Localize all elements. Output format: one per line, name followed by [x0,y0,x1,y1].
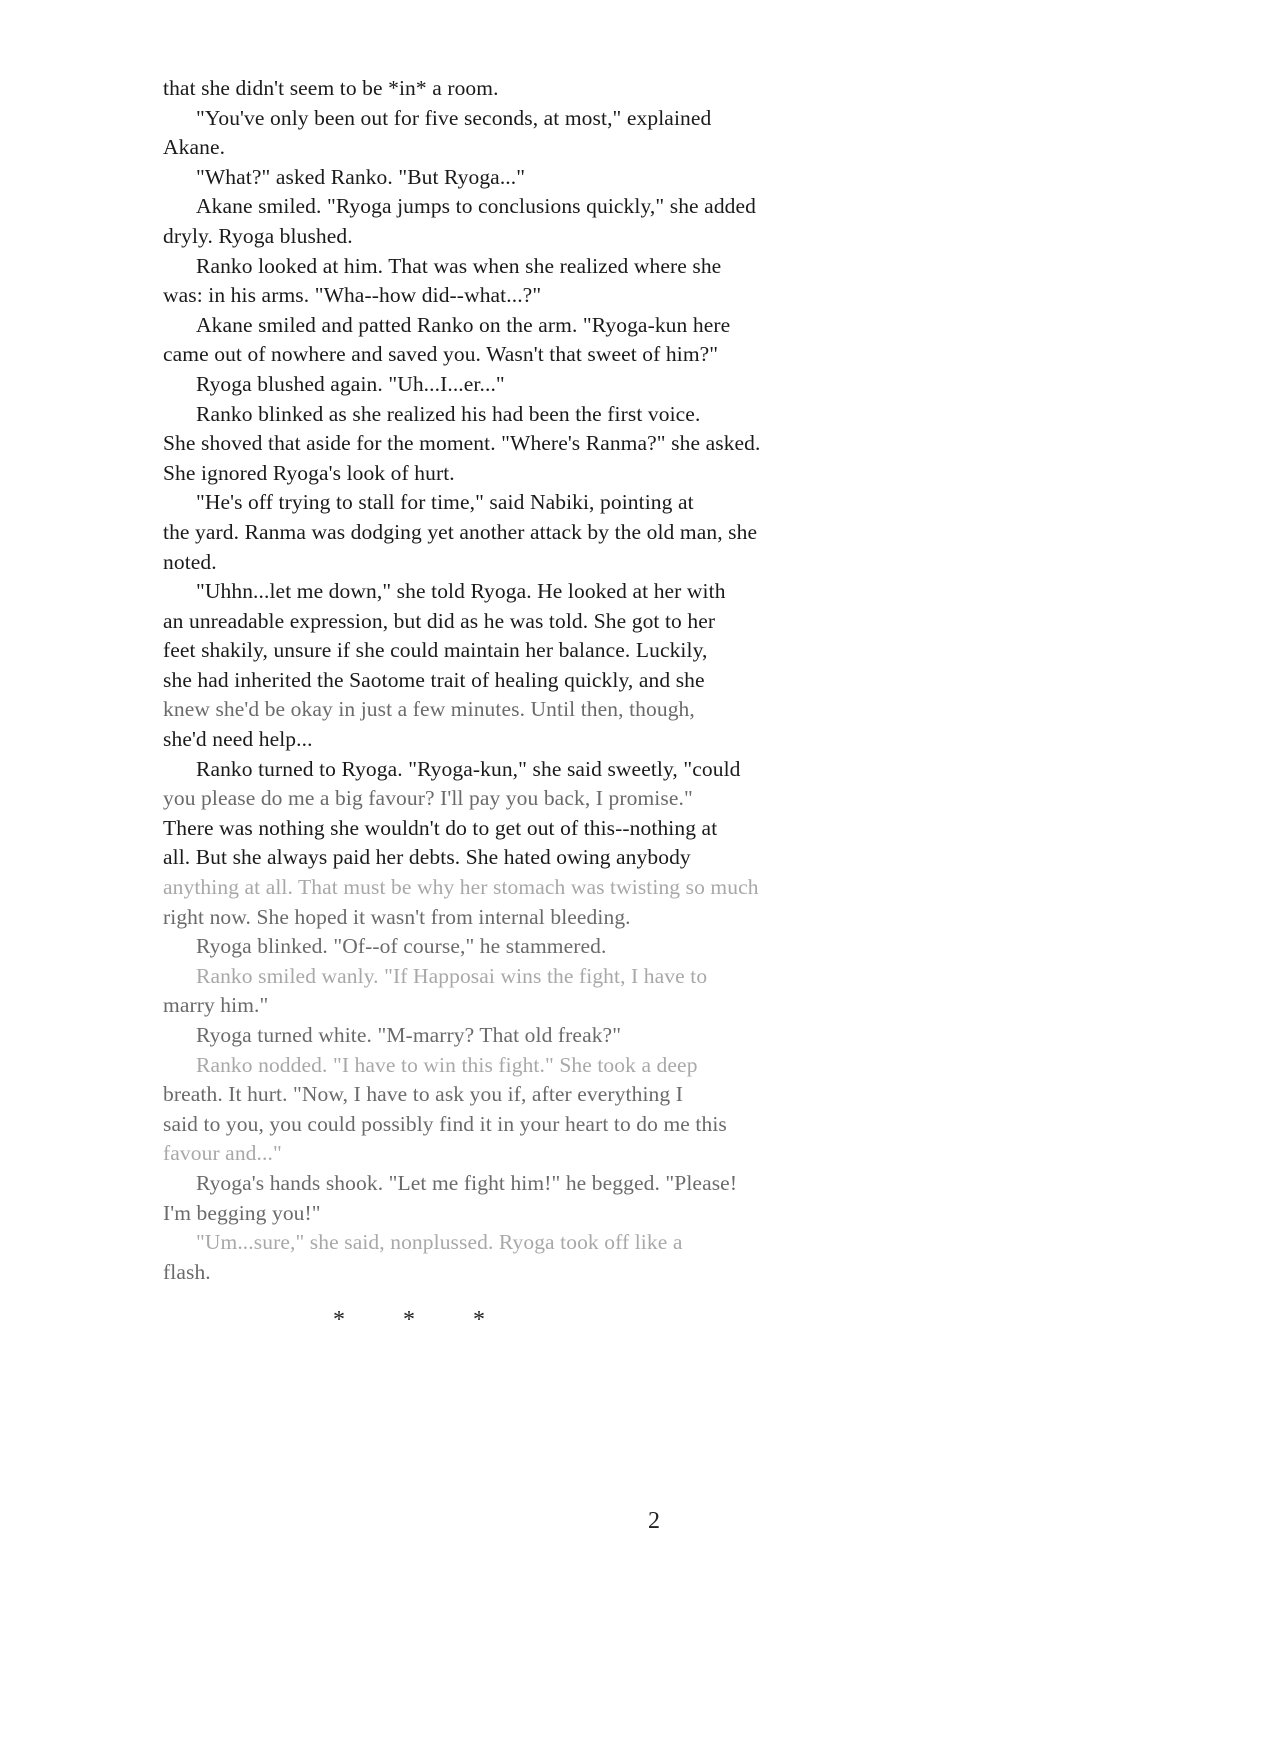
text-line: Akane smiled. "Ryoga jumps to conclusions quickly," she added [196,194,757,219]
text-line: that she didn't seem to be *in* a room. [163,76,499,100]
text-line: Ranko nodded. "I have to win this fight." She took a deep [196,1052,698,1077]
text-line: was: in his arms. "Wha--how did--what...?" [163,283,542,308]
text-line: Ranko looked at him. That was when she realized where she [196,253,722,278]
text-line: Ryoga's hands shook. "Let me fight him!" he begged. "Please! [196,1170,738,1195]
text-line: "Um...sure," she said, nonplussed. Ryoga took off like a [196,1230,683,1255]
text-line: the yard. Ranma was dodging yet another attack by the old man, she [163,519,758,544]
text-line: marry him." [163,993,269,1018]
text-line: favour and..." [163,1141,282,1166]
text-line: She shoved that aside for the moment. "Where's Ranma?" she asked. [163,431,761,456]
text-line: noted. [163,549,217,574]
text-line: all. But she always paid her debts. She hated owing anybody [163,845,691,870]
text-line: flash. [163,1259,211,1284]
text-line: came out of nowhere and saved you. Wasn't that sweet of him?" [163,342,719,367]
body-text [163,74,858,1287]
text-line: an unreadable expression, but did as he was told. She got to her [163,608,716,633]
text-line: Ryoga blushed again. "Uh...I...er..." [196,371,505,396]
text-line: "Uhhn...let me down," she told Ryoga. He looked at her with [196,579,726,604]
text-line: she had inherited the Saotome trait of healing quickly, and she [163,667,705,692]
text-line: knew she'd be okay in just a few minutes. Until then, though, [163,697,695,722]
text-line: She ignored Ryoga's look of hurt. [163,460,455,485]
text-line: you please do me a big favour? I'll pay you back, I promise." [163,786,693,811]
text-line: "You've only been out for five seconds, at most," explained [196,105,712,130]
text-line: Ranko turned to Ryoga. "Ryoga-kun," she said sweetly, "could [196,756,741,781]
text-line: said to you, you could possibly find it in your heart to do me this [163,1111,727,1136]
page-number: 2 [648,1508,660,1534]
text-line: "What?" asked Ranko. "But Ryoga..." [196,164,526,189]
text-line: she'd need help... [163,727,313,752]
text-line: Ryoga turned white. "M-marry? That old freak?" [196,1023,622,1047]
text-line: I'm begging you!" [163,1200,321,1225]
text-line: dryly. Ryoga blushed. [163,223,353,248]
text-line: Ryoga blinked. "Of--of course," he stammered. [196,934,607,959]
text-line: Ranko blinked as she realized his had been the first voice. [196,401,701,426]
text-line: "He's off trying to stall for time," said Nabiki, pointing at [196,490,694,515]
text-line: There was nothing she wouldn't do to get out of this--nothing at [163,815,718,840]
text-line: Akane. [163,135,226,160]
text-line: Ranko smiled wanly. "If Happosai wins the fight, I have to [196,963,708,988]
text-line: feet shakily, unsure if she could maintain her balance. Luckily, [163,638,708,663]
text-line: anything at all. That must be why her stomach was twisting so much [163,875,759,900]
text-line: Akane smiled and patted Ranko on the arm. "Ryoga-kun here [196,312,731,337]
text-line: right now. She hoped it wasn't from internal bleeding. [163,904,631,929]
text-line: breath. It hurt. "Now, I have to ask you if, after everything I [163,1082,683,1107]
scene-separator: * * * [333,1307,511,1333]
